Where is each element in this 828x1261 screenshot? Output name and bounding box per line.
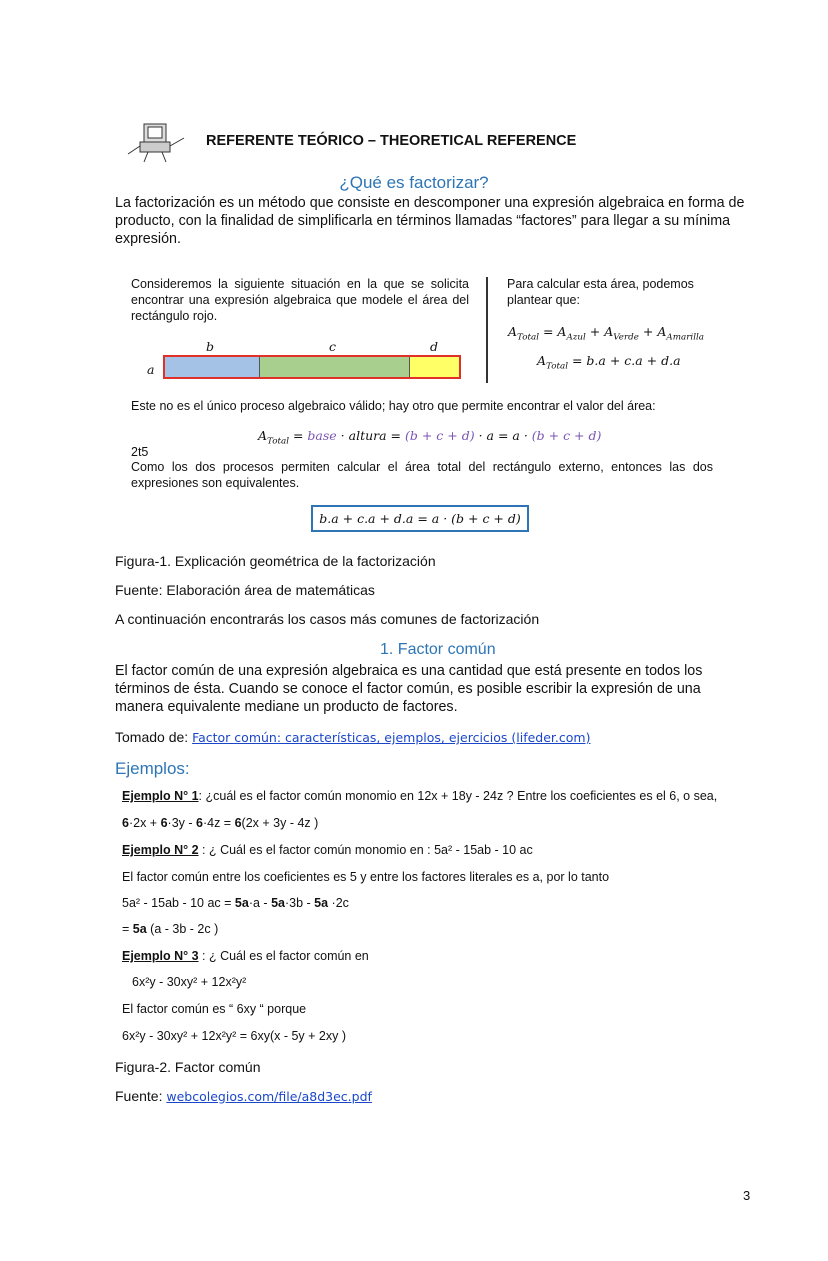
- example-3-expression: 6x²y - 30xy² + 12x²y²: [132, 975, 247, 989]
- equation-total-area: $A_{Total} = b.a + c.a + d.a$: [537, 353, 681, 372]
- figure1-source: Fuente: Elaboración área de matemáticas: [115, 582, 375, 598]
- label-b: b: [206, 339, 215, 354]
- figure-conclusion: Como los dos procesos permiten calcular el área total del rectángulo externo, entonces las dos expresiones son equivalentes.: [131, 460, 713, 490]
- heading-que-es-factorizar: ¿Qué es factorizar?: [339, 173, 489, 192]
- equation-base-altura: $A_{Total}$ = base · altura = (b + c + d) · a = a · (b + c + d): [258, 428, 602, 447]
- blue-area: [165, 357, 260, 377]
- example-2: Ejemplo N° 2 : ¿ Cuál es el factor común monomio en : 5a² - 15ab - 10 ac: [122, 843, 533, 857]
- example-2-result: = 5a (a - 3b - 2c ): [122, 922, 219, 936]
- label-c: c: [329, 339, 337, 354]
- stray-text: 2t5: [131, 445, 149, 459]
- page-number: 3: [743, 1188, 751, 1203]
- example-2-solution: 5a² - 15ab - 10 ac = 5a·a - 5a·3b - 5a ·2c: [122, 896, 349, 910]
- taken-from: Tomado de: Factor común: características, ejemplos, ejercicios (lifeder.com): [115, 729, 591, 745]
- figure2-caption: Figura-2. Factor común: [115, 1059, 261, 1075]
- intro-cases: A continuación encontrarás los casos más comunes de factorización: [115, 611, 540, 627]
- example-3: Ejemplo N° 3 : ¿ Cuál es el factor común en: [122, 949, 369, 963]
- figure-left-text: Consideremos la siguiente situación en la que se solicita encontrar una expresión algebraica que modele el área del rectángulo rojo.: [131, 277, 469, 323]
- boxed-equation: b.a + c.a + d.a = a · (b + c + d): [311, 505, 529, 532]
- equation-sum-areas: $A_{Total} = A_{Azul} + A_{Verde} + A_{Amarilla}$: [508, 324, 705, 343]
- example-1: Ejemplo N° 1: ¿cuál es el factor común monomio en 12x + 18y - 24z ? Entre los coeficientes es el 6, o sea,: [122, 789, 718, 803]
- computer-mascot-icon: [124, 120, 190, 164]
- intro-paragraph: La factorización es un método que consiste en descomponer una expresión algebraica en forma de producto, con la finalidad de simplificarla en términos llamadas “factores” para llegar a su mínima expresión.: [115, 195, 745, 247]
- figure-right-text: Para calcular esta área, podemos plantear que:: [507, 277, 694, 307]
- figure1-caption: Figura-1. Explicación geométrica de la factorización: [115, 553, 436, 569]
- label-d: d: [430, 339, 439, 354]
- figure2-source: Fuente: webcolegios.com/file/a8d3ec.pdf: [115, 1088, 372, 1104]
- example-3-solution: 6x²y - 30xy² + 12x²y² = 6xy(x - 5y + 2xy ): [122, 1029, 347, 1043]
- heading-factor-comun: 1. Factor común: [380, 641, 496, 658]
- green-area: [260, 357, 410, 377]
- yellow-area: [410, 357, 459, 377]
- divider: [486, 277, 488, 383]
- section-title: REFERENTE TEÓRICO – THEORETICAL REFERENCE: [206, 133, 577, 149]
- webcolegios-link[interactable]: webcolegios.com/file/a8d3ec.pdf: [166, 1089, 372, 1104]
- heading-ejemplos: Ejemplos:: [115, 759, 190, 778]
- factor-comun-paragraph: El factor común de una expresión algebraica es una cantidad que está presente en todos los términos de ésta. Cuando se conoce el factor común, es posible escribir la expresión de una manera equivalente mediane un producto de factores.: [115, 663, 703, 715]
- figure-note: Este no es el único proceso algebraico válido; hay otro que permite encontrar el valor del área:: [131, 399, 656, 413]
- example-1-solution: 6·2x + 6·3y - 6·4z = 6(2x + 3y - 4z ): [122, 816, 319, 830]
- red-rectangle: [163, 355, 461, 379]
- example-3-explanation: El factor común es “ 6xy “ porque: [122, 1002, 307, 1016]
- example-2-explanation: El factor común entre los coeficientes es 5 y entre los factores literales es a, por lo tanto: [122, 870, 610, 884]
- label-a: a: [147, 362, 155, 377]
- lifeder-link[interactable]: Factor común: características, ejemplos, ejercicios (lifeder.com): [192, 730, 591, 745]
